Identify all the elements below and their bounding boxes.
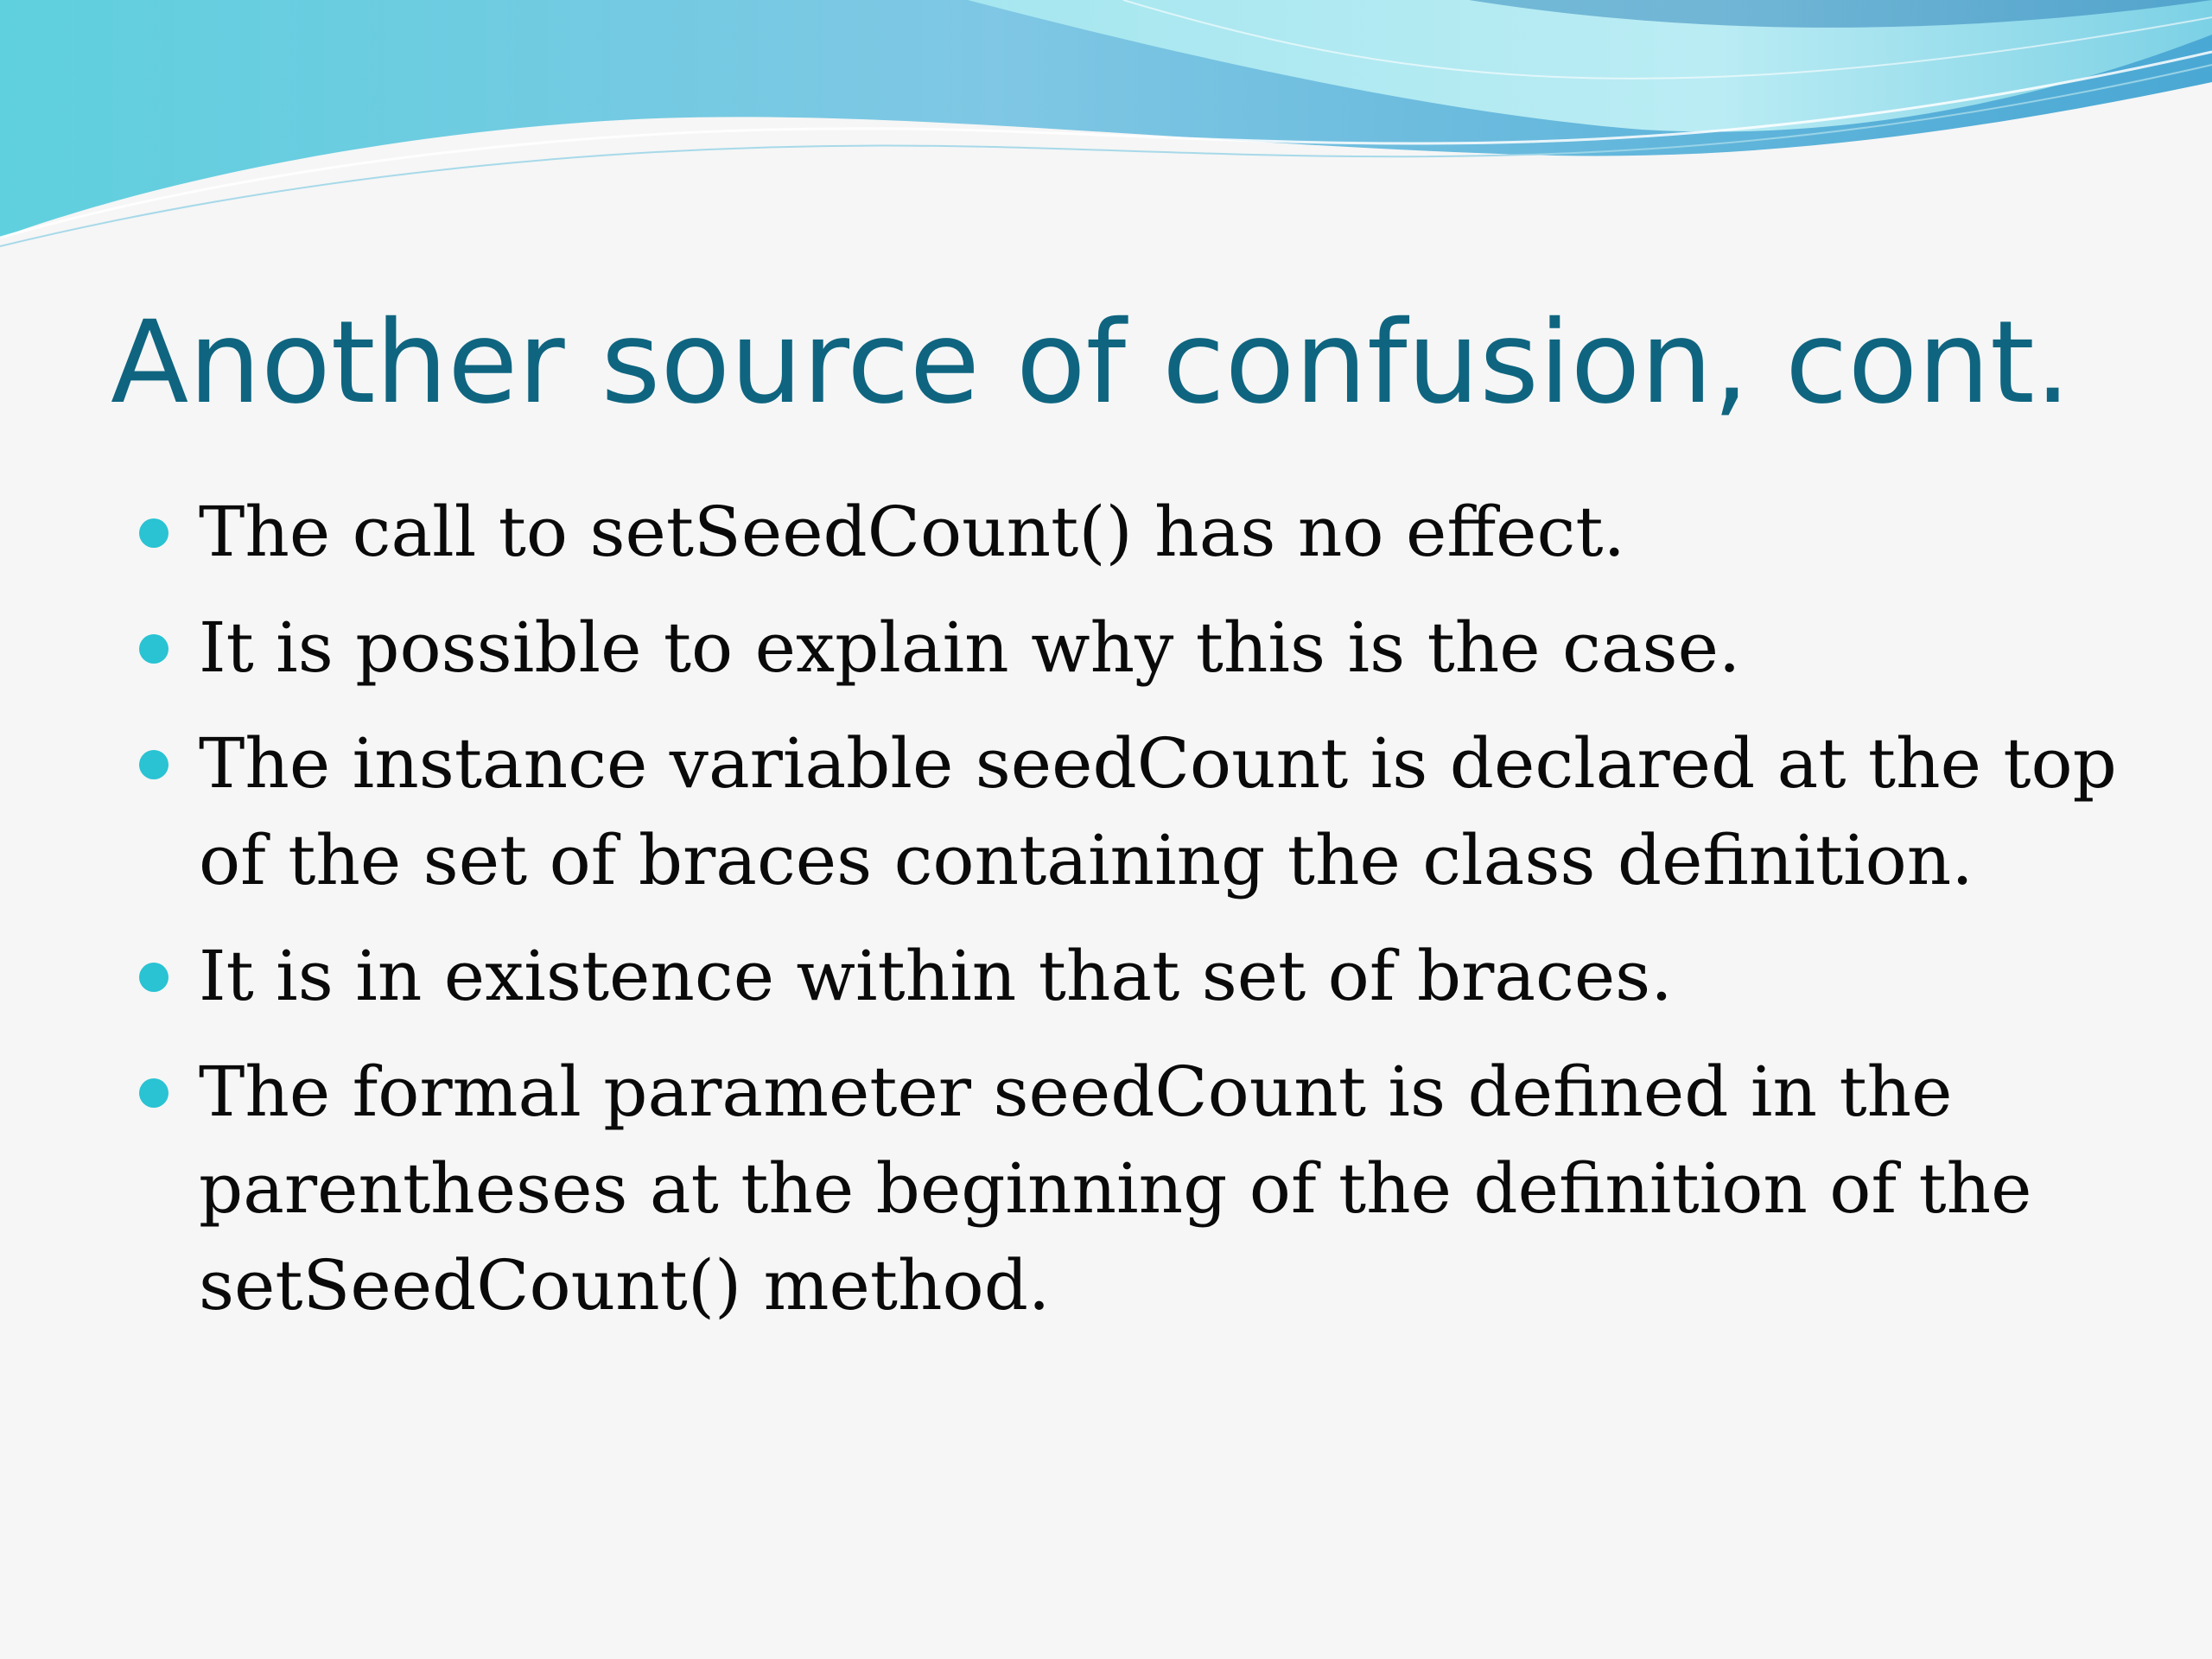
bullet-dot-icon [139,963,168,992]
bullet-text: It is possible to explain why this is the case. [199,607,1741,688]
bullet-text: The formal parameter seedCount is defined in the parentheses at the beginning of the definition of the setSeedCount() method. [199,1052,2032,1325]
list-item [0,600,2212,696]
bullet-list [0,484,2212,1353]
bullet-dot-icon [139,1078,168,1108]
bullet-dot-icon [139,518,168,548]
list-item [0,928,2212,1025]
list-item [0,484,2212,581]
header-wave-decoration [0,0,2212,259]
bullet-text: The instance variable seedCount is declared at the top of the set of braces containing the class definition. [199,723,2117,900]
slide-title: Another source of confusion, cont. [111,296,2071,429]
bullet-text: It is in existence within that set of braces. [199,936,1673,1016]
list-item [0,1044,2212,1334]
bullet-dot-icon [139,634,168,664]
bullet-dot-icon [139,750,168,779]
list-item [0,715,2212,909]
bullet-text: The call to setSeedCount() has no effect. [199,492,1625,572]
